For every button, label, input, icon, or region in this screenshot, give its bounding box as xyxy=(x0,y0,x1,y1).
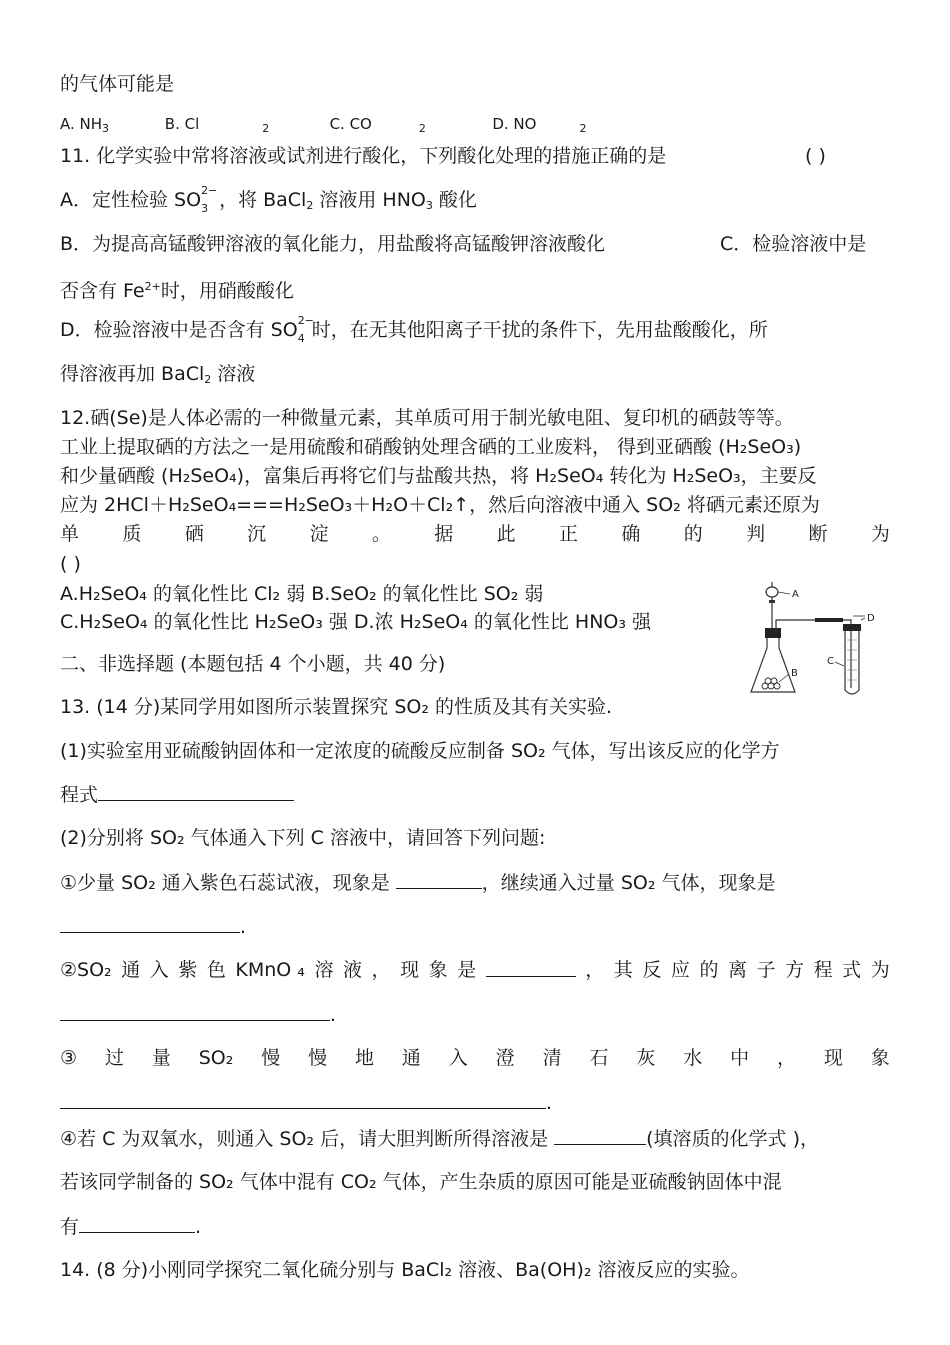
q13-sub1: ①少量 SO₂ 通入紫色石蕊试液，现象是 ，继续通入过量 SO₂ 气体，现象是 xyxy=(60,872,776,894)
label-c: C xyxy=(827,656,834,667)
answer-blank-solute-formula[interactable] xyxy=(554,1126,646,1145)
q11-option-b-line xyxy=(60,232,890,256)
q11-answer-paren: ( ) xyxy=(805,145,826,167)
q10-option-d: D. NO $_2$ xyxy=(492,115,587,135)
q14-stem: 14. (8 分)小刚同学探究二氧化硫分别与 BaCl₂ 溶液、Ba(OH)₂ 溶液反应的实验。 xyxy=(60,1259,750,1281)
q12-line-5: 单 质 硒 沉 淀 。 据 此 正 确 的 判 断 为 xyxy=(60,523,890,545)
q10-option-c: C. CO $_2$ xyxy=(329,115,426,135)
q12-options-ab: A.H₂SeO₄ 的氧化性比 Cl₂ 弱 B.SeO₂ 的氧化性比 SO₂ 弱 xyxy=(60,583,544,605)
q13-sub4-line2: 若该同学制备的 SO₂ 气体中混有 CO₂ 气体，产生杂质的原因可能是亚硫酸钠固体中混 xyxy=(60,1171,782,1193)
section-2-heading: 二、非选择题 (本题包括 4 个小题，共 40 分) xyxy=(60,653,446,675)
q11-option-c-start: C．检验溶液中是 xyxy=(720,233,867,255)
answer-blank-impurity[interactable] xyxy=(79,1214,195,1233)
q10-tail-text: 的气体可能是 xyxy=(60,73,175,95)
q11-option-c-cont: 否含有 $Fe^{2+}$时，用硝酸酸化 xyxy=(60,280,294,302)
delivery-tube xyxy=(776,620,815,634)
q12-options-cd: C.H₂SeO₄ 的氧化性比 H₂SeO₃ 强 D.浓 H₂SeO₄ 的氧化性比 HNO₃ 强 xyxy=(60,611,652,633)
answer-blank-kmno4[interactable] xyxy=(486,958,576,977)
q13-part2: (2)分别将 SO₂ 气体通入下列 C 溶液中，请回答下列问题: xyxy=(60,827,546,849)
q12-line-2: 工业上提取硒的方法之一是用硫酸和硝酸钠处理含硒的工业废料， 得到亚硒酸 (H₂SeO₃) xyxy=(60,436,802,458)
answer-blank-litmus-small[interactable] xyxy=(396,870,482,889)
q11-stem: 11. 化学实验中常将溶液或试剂进行酸化，下列酸化处理的措施正确的是 xyxy=(60,145,667,167)
q13-sub4: ④若 C 为双氧水，则通入 SO₂ 后，请大胆判断所得溶液是 (填溶质的化学式 )， xyxy=(60,1128,820,1150)
answer-blank-limewater[interactable] xyxy=(60,1090,546,1109)
q12-line-3: 和少量硒酸 (H₂SeO₄)，富集后再将它们与盐酸共热，将 H₂SeO₄ 转化为 H₂SeO₃，主要反 xyxy=(60,465,817,487)
answer-blank-equation[interactable] xyxy=(98,782,294,801)
q13-sub3: ③ 过 量 SO₂ 慢 慢 地 通 入 澄 清 石 灰 水 中 ， 现 象 xyxy=(60,1047,890,1069)
q12-answer-paren: ( ) xyxy=(60,553,81,575)
q13-sub2: ②SO₂ 通 入 紫 色 KMnO ₄ 溶 液 ， 现 象 是 ， 其 反 应 的 离 子 方 程 式 为 xyxy=(60,959,890,981)
label-b: B xyxy=(791,668,798,679)
q13-part1-line1: (1)实验室用亚硫酸钠固体和一定浓度的硫酸反应制备 SO₂ 气体，写出该反应的化学方 xyxy=(60,740,780,762)
flask-stopper xyxy=(765,628,781,638)
q10-option-a: A. $NH_3$ xyxy=(60,115,110,135)
q10-option-b: B. Cl $_2$ xyxy=(164,115,270,135)
test-tube xyxy=(845,631,859,694)
q13-part1-line2: 程式 xyxy=(60,782,294,807)
funnel-bulb xyxy=(766,587,778,597)
q11-option-d-cont: 得溶液再加 BaCl$_2$ 溶液 xyxy=(60,363,256,386)
q13-sub2-cont: . xyxy=(60,1002,336,1027)
q11-option-b: B．为提高高锰酸钾溶液的氧化能力，用盐酸将高锰酸钾溶液酸化 xyxy=(60,233,606,255)
answer-blank-ionic-equation[interactable] xyxy=(60,1002,330,1021)
label-d: D xyxy=(867,613,875,624)
apparatus-figure xyxy=(745,580,880,700)
q13-stem: 13. (14 分)某同学用如图所示装置探究 SO₂ 的性质及其有关实验. xyxy=(60,696,613,718)
q13-sub3-cont: . xyxy=(60,1090,552,1115)
q11-stem-line xyxy=(60,144,890,168)
label-a: A xyxy=(792,589,799,600)
q12-line-4: 应为 2HCl＋H₂SeO₄===H₂SeO₃＋H₂O＋Cl₂↑，然后向溶液中通入 SO₂ 将硒元素还原为 xyxy=(60,494,820,516)
q13-sub1-cont: . xyxy=(60,914,246,939)
answer-blank-litmus-excess[interactable] xyxy=(60,914,240,933)
q12-line-1: 12.硒(Se)是人体必需的一种微量元素，其单质可用于制光敏电阻、复印机的硒鼓等等。 xyxy=(60,407,794,429)
q13-sub4-line3: 有 . xyxy=(60,1216,202,1238)
q10-options xyxy=(60,112,586,141)
q11-option-a: A．定性检验 SO 2− 3 ，将 BaCl$_2$ 溶液用 $HNO_3$ 酸化 xyxy=(60,184,477,215)
q11-option-d: D．检验溶液中是否含有 SO 2− 4 时，在无其他阳离子干扰的条件下，先用盐酸酸化，所 xyxy=(60,314,768,345)
test-tube-stopper xyxy=(843,624,861,631)
